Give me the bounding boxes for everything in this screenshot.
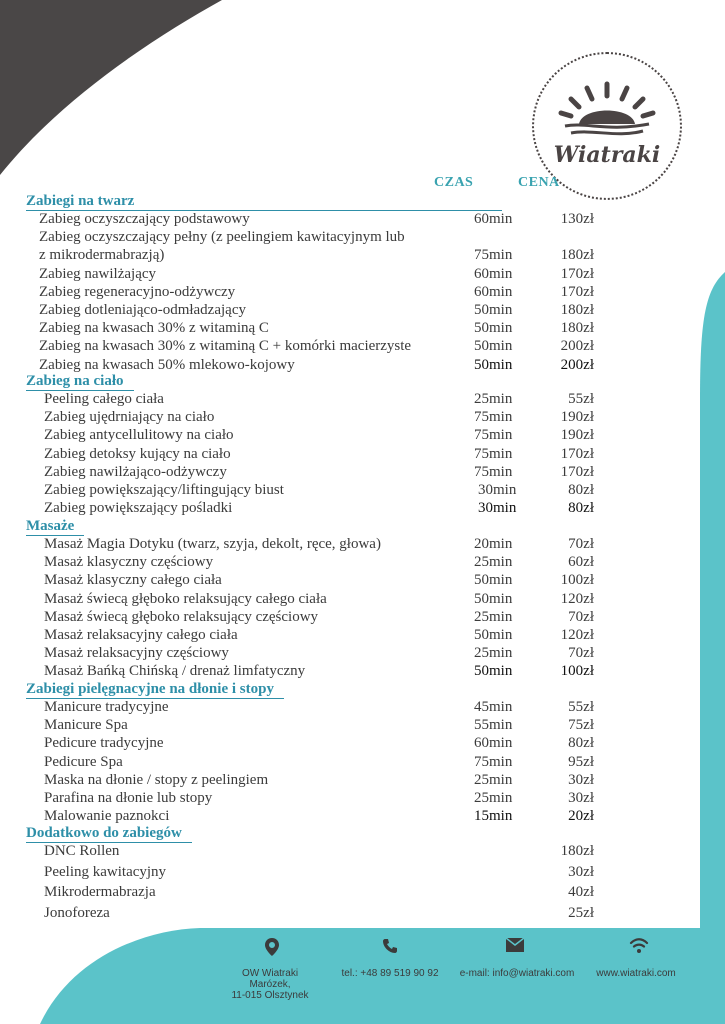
price-row xyxy=(44,499,610,517)
treatment-time: 50min xyxy=(474,590,513,607)
treatment-time: 25min xyxy=(474,554,513,571)
section-title: Dodatkowo do zabiegów xyxy=(26,825,192,843)
treatment-price: 30zł xyxy=(568,790,594,806)
price-row xyxy=(39,265,610,283)
price-row xyxy=(39,228,610,246)
treatment-price: 200zł xyxy=(560,356,594,373)
treatment-name: Zabieg ujędrniający na ciało xyxy=(44,409,215,426)
treatment-name: Pedicure Spa xyxy=(44,753,123,770)
price-row xyxy=(44,842,610,860)
logo-text: Wiatraki xyxy=(553,142,661,168)
sun-logo-icon xyxy=(557,80,657,138)
treatment-name: Zabieg oczyszczający podstawowy xyxy=(39,211,250,227)
price-row xyxy=(44,553,610,571)
treatment-name: Pedicure tradycyjne xyxy=(44,735,164,752)
treatment-price: 170zł xyxy=(560,283,594,300)
treatment-name: Masaż Magia Dotyku (twarz, szyja, dekolt, ręce, głowa) xyxy=(44,536,381,552)
footer-phone[interactable]: tel.: +48 89 519 90 92 xyxy=(341,968,439,979)
treatment-time: 50min xyxy=(474,663,513,680)
section-heading xyxy=(26,681,284,698)
treatment-time: 25min xyxy=(474,391,513,407)
treatment-price: 20zł xyxy=(568,808,594,825)
treatment-name: Zabieg detoksy kujący na ciało xyxy=(44,445,231,462)
price-row xyxy=(44,807,610,825)
treatment-name: Manicure tradycyjne xyxy=(44,699,169,715)
footer-address-line2: Marózek, xyxy=(249,979,291,990)
treatment-name: Zabieg na kwasach 30% z witaminą C xyxy=(39,320,269,337)
treatment-time: 25min xyxy=(474,645,513,662)
treatment-price: 100zł xyxy=(560,663,594,680)
treatment-time: 50min xyxy=(474,356,513,373)
treatment-name: Malowanie paznokci xyxy=(44,808,170,825)
price-row xyxy=(39,337,610,355)
treatment-name: Jonoforeza xyxy=(44,905,110,922)
price-row xyxy=(44,481,610,499)
wifi-icon xyxy=(629,938,649,959)
treatment-time: 60min xyxy=(474,283,513,300)
price-row xyxy=(44,390,610,408)
price-row xyxy=(44,698,610,716)
treatment-name: Zabieg powiększający pośladki xyxy=(44,500,233,517)
price-row xyxy=(39,283,610,301)
treatment-price: 170zł xyxy=(560,265,594,282)
treatment-price: 200zł xyxy=(560,338,594,355)
price-row xyxy=(44,644,610,662)
price-row xyxy=(44,716,610,734)
section-title: Zabieg na ciało xyxy=(26,373,134,391)
price-row xyxy=(44,789,610,807)
treatment-time: 75min xyxy=(474,409,513,426)
treatment-name: Peeling całego ciała xyxy=(44,391,164,407)
footer-address-line1: OW Wiatraki xyxy=(241,968,299,979)
treatment-name: Zabieg nawilżająco-odżywczy xyxy=(44,463,227,480)
price-row xyxy=(44,753,610,771)
treatment-price: 170zł xyxy=(560,463,594,480)
treatment-name: Manicure Spa xyxy=(44,717,128,734)
treatment-price: 180zł xyxy=(560,302,594,318)
treatment-time: 75min xyxy=(474,427,513,444)
treatment-name: Zabieg na kwasach 50% mlekowo-kojowy xyxy=(39,356,295,373)
price-row xyxy=(44,445,610,463)
treatment-price: 120zł xyxy=(560,590,594,607)
treatment-price: 80zł xyxy=(568,500,594,517)
treatment-name: Mikrodermabrazja xyxy=(44,884,156,901)
price-row xyxy=(44,571,610,589)
treatment-name: Parafina na dłonie lub stopy xyxy=(44,790,213,806)
envelope-icon xyxy=(506,938,524,957)
price-row xyxy=(44,463,610,481)
treatment-price: 55zł xyxy=(568,391,594,407)
treatment-price: 25zł xyxy=(568,905,594,922)
price-row xyxy=(44,426,610,444)
price-row xyxy=(39,356,610,374)
treatment-price: 60zł xyxy=(568,554,594,571)
treatment-price: 190zł xyxy=(560,427,594,444)
treatment-price: 70zł xyxy=(568,608,594,625)
price-column-header: CENA xyxy=(518,175,560,190)
treatment-name: Masaż świecą głęboko relaksujący całego ciała xyxy=(44,590,327,607)
footer-email[interactable]: e-mail: info@wiatraki.com xyxy=(459,968,575,979)
treatment-time: 50min xyxy=(474,627,513,643)
treatment-name: Masaż klasyczny częściowy xyxy=(44,554,214,571)
footer xyxy=(0,930,725,1024)
treatment-time: 60min xyxy=(474,735,513,752)
section-heading xyxy=(26,373,134,390)
section-heading xyxy=(26,825,192,842)
treatment-price: 70zł xyxy=(568,645,594,662)
price-row xyxy=(44,904,610,922)
price-row xyxy=(44,408,610,426)
footer-address-line3: 11-015 Olsztynek xyxy=(231,990,309,1001)
treatment-price: 120zł xyxy=(560,627,594,643)
price-row xyxy=(39,246,610,264)
footer-website[interactable]: www.wiatraki.com xyxy=(596,968,676,979)
treatment-time: 25min xyxy=(474,790,513,806)
treatment-price: 80zł xyxy=(568,482,594,498)
treatment-name: Peeling kawitacyjny xyxy=(44,863,167,880)
treatment-price: 180zł xyxy=(560,247,594,264)
treatment-time: 30min xyxy=(478,500,517,517)
price-row xyxy=(39,301,610,319)
price-row xyxy=(44,662,610,680)
location-pin-icon xyxy=(265,938,279,961)
treatment-time: 30min xyxy=(478,482,517,498)
treatment-name: Masaż świecą głęboko relaksujący częściowy xyxy=(44,608,319,625)
footer-address xyxy=(215,968,325,1001)
treatment-time: 75min xyxy=(474,463,513,480)
time-column-header: CZAS xyxy=(434,175,474,190)
treatment-time: 60min xyxy=(474,211,513,227)
treatment-name: Zabieg powiększający/liftingujący biust xyxy=(44,482,284,498)
treatment-time: 50min xyxy=(474,572,513,589)
treatment-price: 70zł xyxy=(568,536,594,552)
price-row xyxy=(44,608,610,626)
treatment-name: Masaż klasyczny całego ciała xyxy=(44,572,222,589)
section-title: Zabiegi na twarz xyxy=(26,193,135,209)
treatment-name: Zabieg oczyszczający pełny (z peelingiem kawitacyjnym lub xyxy=(39,229,405,246)
treatment-price: 40zł xyxy=(568,884,594,901)
treatment-time: 15min xyxy=(474,808,513,825)
treatment-time: 75min xyxy=(474,753,513,770)
treatment-time: 55min xyxy=(474,717,513,734)
treatment-time: 25min xyxy=(474,771,513,788)
treatment-name: Zabieg dotleniająco-odmładzający xyxy=(39,302,246,318)
treatment-price: 75zł xyxy=(568,717,594,734)
price-row xyxy=(39,319,610,337)
treatment-name: Zabieg nawilżający xyxy=(39,265,157,282)
treatment-price: 180zł xyxy=(560,320,594,337)
treatment-time: 50min xyxy=(474,338,513,355)
treatment-name: DNC Rollen xyxy=(44,843,120,859)
price-row xyxy=(44,771,610,789)
price-row xyxy=(44,734,610,752)
treatment-price: 30zł xyxy=(568,863,594,880)
treatment-name: Masaż relaksacyjny częściowy xyxy=(44,645,229,662)
treatment-price: 80zł xyxy=(568,735,594,752)
treatment-name: Maska na dłonie / stopy z peelingiem xyxy=(44,771,269,788)
treatment-time: 20min xyxy=(474,536,513,552)
treatment-price: 55zł xyxy=(568,699,594,715)
treatment-price: 100zł xyxy=(560,572,594,589)
treatment-name: Zabieg na kwasach 30% z witaminą C + komórki macierzyste xyxy=(39,338,412,355)
treatment-time: 60min xyxy=(474,265,513,282)
price-row xyxy=(39,210,610,228)
treatment-name: Masaż relaksacyjny całego ciała xyxy=(44,627,238,643)
price-row xyxy=(44,590,610,608)
treatment-name: z mikrodermabrazją) xyxy=(39,247,165,264)
treatment-name: Masaż Bańką Chińską / drenaż limfatyczny xyxy=(44,663,306,680)
section-heading xyxy=(26,518,84,535)
treatment-time: 45min xyxy=(474,699,513,715)
treatment-time: 50min xyxy=(474,320,513,337)
price-row xyxy=(44,626,610,644)
treatment-time: 50min xyxy=(474,302,513,318)
treatment-time: 75min xyxy=(474,445,513,462)
section-title: Zabiegi pielęgnacyjne na dłonie i stopy xyxy=(26,681,284,699)
treatment-name: Zabieg antycellulitowy na ciało xyxy=(44,427,234,444)
section-heading xyxy=(26,193,502,211)
section-title: Masaże xyxy=(26,518,84,536)
treatment-price: 170zł xyxy=(560,445,594,462)
treatment-name: Zabieg regeneracyjno-odżywczy xyxy=(39,283,236,300)
price-row xyxy=(44,535,610,553)
treatment-price: 190zł xyxy=(560,409,594,426)
treatment-price: 30zł xyxy=(568,771,594,788)
treatment-time: 25min xyxy=(474,608,513,625)
treatment-price: 95zł xyxy=(568,753,594,770)
treatment-price: 180zł xyxy=(560,843,594,859)
price-row xyxy=(44,863,610,881)
treatment-price: 130zł xyxy=(560,211,594,227)
phone-icon xyxy=(382,938,398,959)
treatment-time: 75min xyxy=(474,247,513,264)
price-row xyxy=(44,883,610,901)
